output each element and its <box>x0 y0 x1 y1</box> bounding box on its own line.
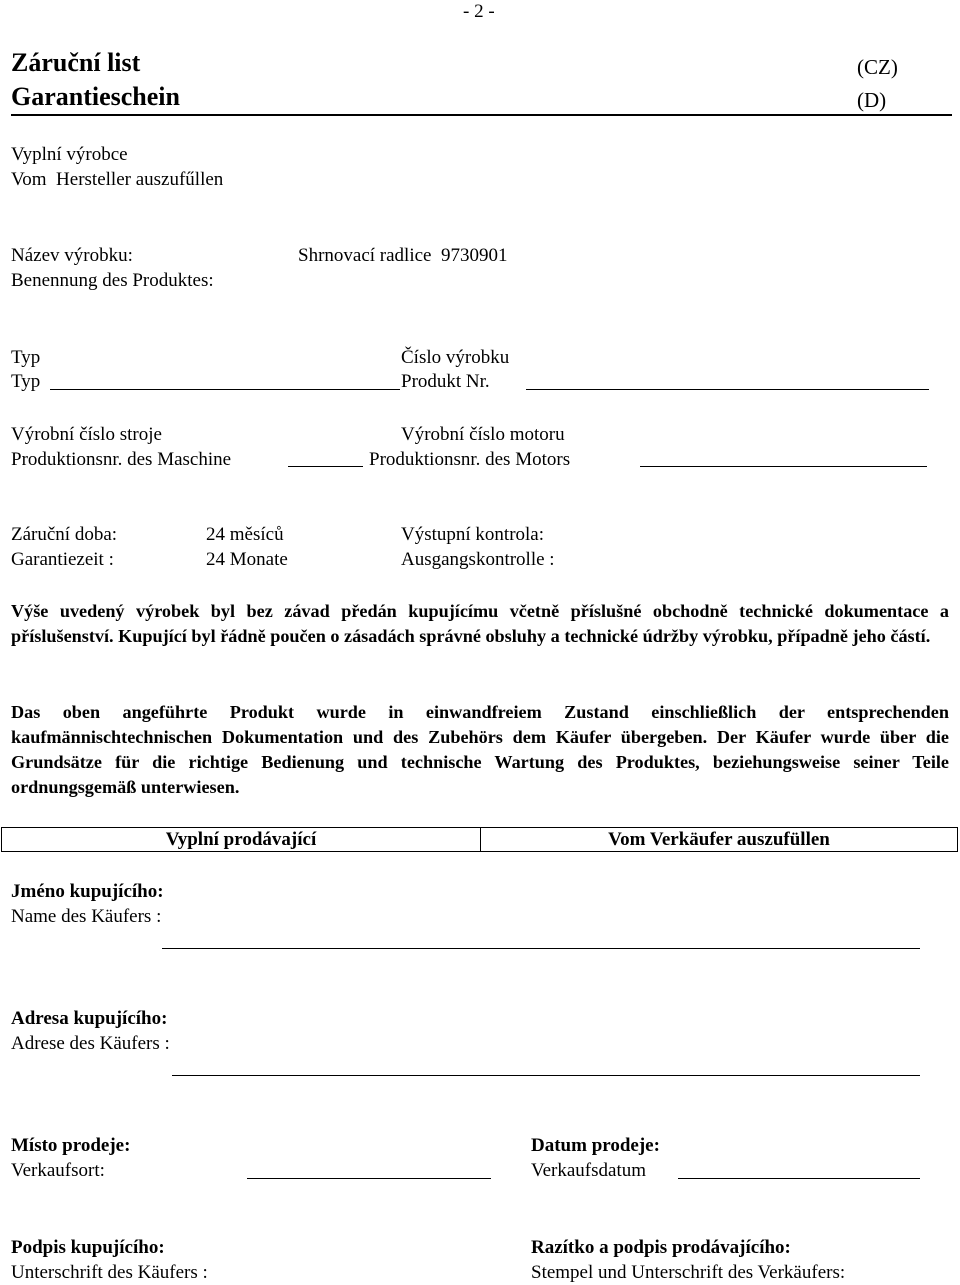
product-name-label-cz: Název výrobku: <box>11 245 133 266</box>
buyer-name-field-line[interactable] <box>162 948 920 949</box>
sale-date-label-cz: Datum prodeje: <box>531 1135 660 1156</box>
manufacturer-label-cz: Vyplní výrobce <box>11 144 128 165</box>
warranty-period-value-de: 24 Monate <box>206 549 288 570</box>
lang-cz: (CZ) <box>857 55 898 79</box>
machine-serial-field-line[interactable] <box>288 466 363 467</box>
buyer-address-label-de: Adrese des Käufers : <box>11 1033 170 1054</box>
title-cz: Záruční list <box>11 48 141 77</box>
page-number: - 2 - <box>463 1 495 22</box>
output-control-label-cz: Výstupní kontrola: <box>401 524 545 545</box>
warranty-period-label-de: Garantiezeit : <box>11 549 114 570</box>
sale-place-field-line[interactable] <box>247 1178 491 1179</box>
product-name-label-de: Benennung des Produktes: <box>11 270 214 291</box>
buyer-name-label-cz: Jméno kupujícího: <box>11 881 164 902</box>
sale-place-label-cz: Místo prodeje: <box>11 1135 131 1156</box>
buyer-address-field-line[interactable] <box>172 1075 920 1076</box>
machine-serial-label-de: Produktionsnr. des Maschine <box>11 449 232 470</box>
seller-box <box>1 827 958 852</box>
buyer-signature-label-de: Unterschrift des Käufers : <box>11 1262 208 1283</box>
typ-field-line[interactable] <box>50 389 400 390</box>
title-de: Garantieschein <box>11 82 180 111</box>
buyer-signature-label-cz: Podpis kupujícího: <box>11 1237 165 1258</box>
motor-serial-label-de: Produktionsnr. des Motors <box>369 449 571 470</box>
sale-place-label-de: Verkaufsort: <box>11 1160 105 1181</box>
typ-label-cz: Typ <box>11 347 41 368</box>
buyer-name-label-de: Name des Käufers : <box>11 906 162 927</box>
product-name-value: Shrnovací radlice 9730901 <box>298 245 508 266</box>
motor-serial-label-cz: Výrobní číslo motoru <box>401 424 565 445</box>
manufacturer-label-de: Vom Hersteller auszufűllen <box>11 169 224 190</box>
seller-box-label-de: Vom Verkäufer auszufüllen <box>608 829 830 850</box>
sale-date-label-de: Verkaufsdatum <box>531 1160 647 1181</box>
machine-serial-label-cz: Výrobní číslo stroje <box>11 424 162 445</box>
sale-date-field-line[interactable] <box>678 1178 920 1179</box>
product-number-label-cz: Číslo výrobku <box>401 347 510 368</box>
product-number-label-de: Produkt Nr. <box>401 371 490 392</box>
output-control-label-de: Ausgangskontrolle : <box>401 549 555 570</box>
paragraph-cz: Výše uvedený výrobek byl bez závad předán kupujícímu včetně příslušné obchodně technické dokumentace a příslušenství. Kupující byl řádně poučen o zásadách správné obsluhy a technické údržby výrobku, případně jeho částí. <box>11 601 949 646</box>
motor-serial-field-line[interactable] <box>640 466 927 467</box>
seller-box-label-cz: Vyplní prodávající <box>165 829 317 850</box>
typ-label-de: Typ <box>11 371 41 392</box>
paragraph-de: Das oben angeführte Produkt wurde in einwandfreiem Zustand einschließlich der entsprechenden kaufmännischtechnischen Dokumentation und des Zubehörs dem Käufer übergeben. Der Käufer wurde über die Grundsätze für die richtige Bedienung und technische Wartung des Produktes, beziehungsweise seiner Teile ordnungsgemäß unterwiesen. <box>11 702 949 797</box>
buyer-address-label-cz: Adresa kupujícího: <box>11 1008 168 1029</box>
seller-signature-label-cz: Razítko a podpis prodávajícího: <box>531 1237 791 1258</box>
warranty-period-label-cz: Záruční doba: <box>11 524 118 545</box>
warranty-period-value-cz: 24 měsíců <box>206 524 284 545</box>
header-rule <box>11 114 952 116</box>
seller-signature-label-de: Stempel und Unterschrift des Verkäufers: <box>531 1262 846 1283</box>
product-number-field-line[interactable] <box>526 389 929 390</box>
lang-de: (D) <box>857 88 887 112</box>
